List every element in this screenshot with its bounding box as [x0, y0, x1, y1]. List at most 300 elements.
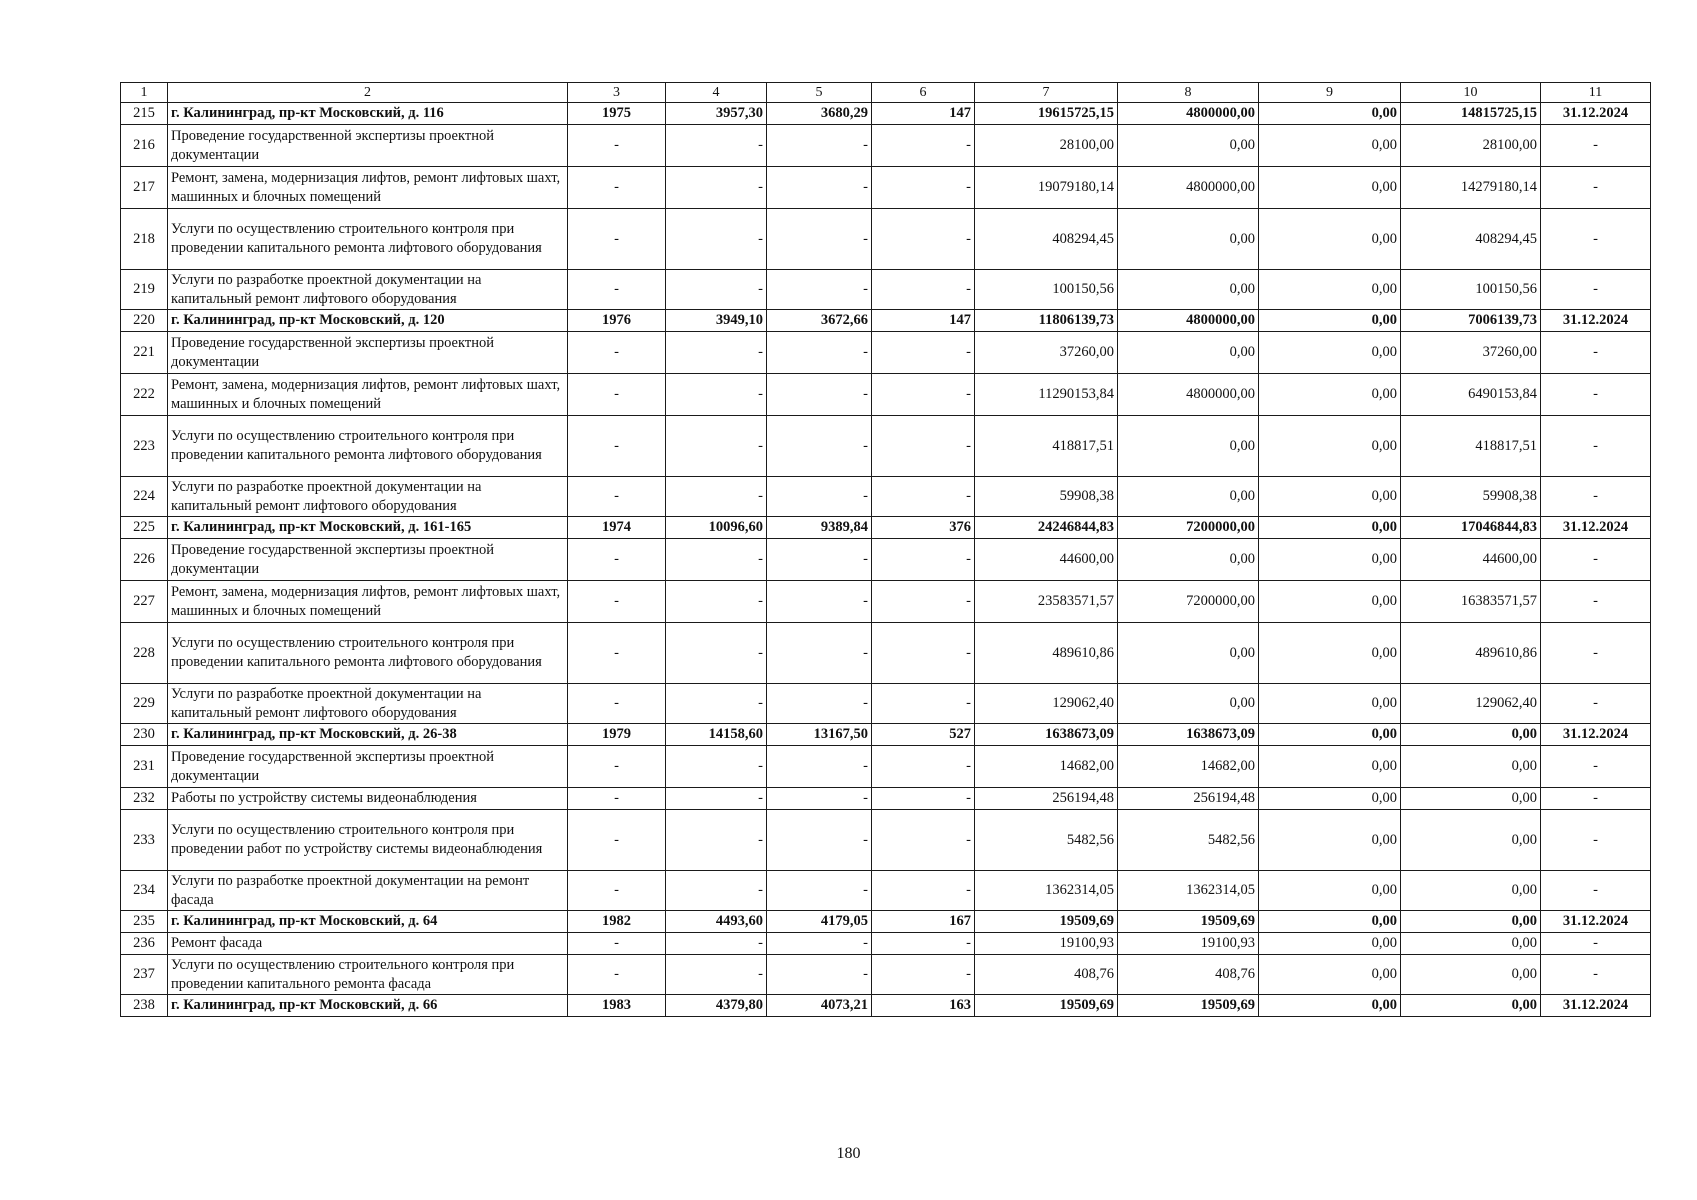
value-cell: 7006139,73 [1401, 310, 1541, 332]
value-cell: - [872, 684, 975, 724]
value-cell: 4073,21 [767, 995, 872, 1017]
value-cell: 19509,69 [1118, 995, 1259, 1017]
work-item-row [121, 684, 1651, 724]
description-cell: Проведение государственной экспертизы проектной документации [168, 746, 568, 788]
column-header: 10 [1401, 83, 1541, 103]
description-cell: г. Калининград, пр-кт Московский, д. 66 [168, 995, 568, 1017]
value-cell: - [1541, 332, 1651, 374]
value-cell: 0,00 [1118, 684, 1259, 724]
address-row [121, 911, 1651, 933]
value-cell: - [568, 539, 666, 581]
row-number-cell: 222 [121, 374, 168, 416]
row-number-cell: 218 [121, 209, 168, 270]
page-number: 180 [836, 1145, 861, 1162]
value-cell: - [872, 810, 975, 871]
description-cell: г. Калининград, пр-кт Московский, д. 161-165 [168, 517, 568, 539]
value-cell: 31.12.2024 [1541, 310, 1651, 332]
description-cell: г. Калининград, пр-кт Московский, д. 26-38 [168, 724, 568, 746]
value-cell: 0,00 [1401, 995, 1541, 1017]
value-cell: 1975 [568, 103, 666, 125]
value-cell: 14682,00 [975, 746, 1118, 788]
work-item-row [121, 623, 1651, 684]
value-cell: - [1541, 374, 1651, 416]
value-cell: - [1541, 477, 1651, 517]
value-cell: 4800000,00 [1118, 103, 1259, 125]
value-cell: 376 [872, 517, 975, 539]
value-cell: - [568, 623, 666, 684]
value-cell: 527 [872, 724, 975, 746]
value-cell: 0,00 [1118, 539, 1259, 581]
work-item-row [121, 167, 1651, 209]
value-cell: 0,00 [1259, 125, 1401, 167]
value-cell: 4179,05 [767, 911, 872, 933]
value-cell: 19100,93 [975, 933, 1118, 955]
row-number-cell: 227 [121, 581, 168, 623]
row-number-cell: 216 [121, 125, 168, 167]
value-cell: 4800000,00 [1118, 167, 1259, 209]
value-cell: 408294,45 [1401, 209, 1541, 270]
value-cell: - [568, 125, 666, 167]
value-cell: - [767, 684, 872, 724]
value-cell: 0,00 [1259, 788, 1401, 810]
description-cell: Ремонт, замена, модернизация лифтов, ремонт лифтовых шахт, машинных и блочных помещений [168, 581, 568, 623]
value-cell: 0,00 [1259, 724, 1401, 746]
work-item-row [121, 416, 1651, 477]
value-cell: 4800000,00 [1118, 374, 1259, 416]
value-cell: - [666, 374, 767, 416]
work-item-row [121, 933, 1651, 955]
value-cell: - [1541, 955, 1651, 995]
value-cell: 0,00 [1259, 684, 1401, 724]
value-cell: 4379,80 [666, 995, 767, 1017]
value-cell: - [1541, 810, 1651, 871]
row-number-cell: 231 [121, 746, 168, 788]
value-cell: 0,00 [1401, 955, 1541, 995]
row-number-cell: 226 [121, 539, 168, 581]
value-cell: 5482,56 [975, 810, 1118, 871]
value-cell: 0,00 [1401, 810, 1541, 871]
column-header: 2 [168, 83, 568, 103]
value-cell: 0,00 [1259, 167, 1401, 209]
description-cell: Услуги по осуществлению строительного контроля при проведении капитального ремонта лифтового оборудования [168, 209, 568, 270]
value-cell: 14279180,14 [1401, 167, 1541, 209]
address-row [121, 724, 1651, 746]
work-item-row [121, 746, 1651, 788]
value-cell: - [872, 746, 975, 788]
value-cell: 28100,00 [975, 125, 1118, 167]
work-item-row [121, 477, 1651, 517]
value-cell: 408,76 [975, 955, 1118, 995]
value-cell: 37260,00 [1401, 332, 1541, 374]
value-cell: 14815725,15 [1401, 103, 1541, 125]
value-cell: 31.12.2024 [1541, 911, 1651, 933]
value-cell: 1362314,05 [975, 871, 1118, 911]
value-cell: 129062,40 [975, 684, 1118, 724]
value-cell: - [872, 374, 975, 416]
value-cell: - [568, 933, 666, 955]
row-number-cell: 234 [121, 871, 168, 911]
value-cell: - [872, 125, 975, 167]
row-number-cell: 215 [121, 103, 168, 125]
work-item-row [121, 125, 1651, 167]
work-item-row [121, 374, 1651, 416]
value-cell: - [767, 332, 872, 374]
value-cell: 19509,69 [1118, 911, 1259, 933]
address-row [121, 310, 1651, 332]
value-cell: - [1541, 270, 1651, 310]
description-cell: Услуги по разработке проектной документации на ремонт фасада [168, 871, 568, 911]
value-cell: 23583571,57 [975, 581, 1118, 623]
value-cell: - [872, 332, 975, 374]
description-cell: Услуги по осуществлению строительного контроля при проведении капитального ремонта лифтового оборудования [168, 623, 568, 684]
column-header: 4 [666, 83, 767, 103]
value-cell: 4493,60 [666, 911, 767, 933]
row-number-cell: 235 [121, 911, 168, 933]
value-cell: - [767, 810, 872, 871]
value-cell: 0,00 [1401, 746, 1541, 788]
value-cell: 19509,69 [975, 911, 1118, 933]
value-cell: 14158,60 [666, 724, 767, 746]
row-number-cell: 221 [121, 332, 168, 374]
description-cell: г. Калининград, пр-кт Московский, д. 116 [168, 103, 568, 125]
row-number-cell: 219 [121, 270, 168, 310]
value-cell: 6490153,84 [1401, 374, 1541, 416]
value-cell: - [568, 955, 666, 995]
value-cell: 28100,00 [1401, 125, 1541, 167]
value-cell: - [1541, 746, 1651, 788]
value-cell: - [666, 416, 767, 477]
row-number-cell: 230 [121, 724, 168, 746]
column-header: 7 [975, 83, 1118, 103]
work-item-row [121, 871, 1651, 911]
value-cell: - [767, 623, 872, 684]
value-cell: 59908,38 [975, 477, 1118, 517]
value-cell: - [568, 477, 666, 517]
description-cell: Услуги по разработке проектной документации на капитальный ремонт лифтового оборудования [168, 477, 568, 517]
value-cell: 16383571,57 [1401, 581, 1541, 623]
value-cell: 3949,10 [666, 310, 767, 332]
value-cell: - [1541, 933, 1651, 955]
value-cell: 0,00 [1259, 332, 1401, 374]
value-cell: - [666, 539, 767, 581]
value-cell: - [568, 167, 666, 209]
value-cell: 418817,51 [975, 416, 1118, 477]
value-cell: 19079180,14 [975, 167, 1118, 209]
value-cell: - [767, 167, 872, 209]
value-cell: - [666, 332, 767, 374]
column-header: 5 [767, 83, 872, 103]
value-cell: 0,00 [1259, 623, 1401, 684]
value-cell: - [666, 270, 767, 310]
row-number-cell: 229 [121, 684, 168, 724]
value-cell: - [666, 955, 767, 995]
value-cell: 0,00 [1118, 125, 1259, 167]
description-cell: Услуги по разработке проектной документации на капитальный ремонт лифтового оборудования [168, 684, 568, 724]
value-cell: - [568, 581, 666, 623]
description-cell: Проведение государственной экспертизы проектной документации [168, 332, 568, 374]
value-cell: 5482,56 [1118, 810, 1259, 871]
value-cell: - [767, 209, 872, 270]
value-cell: - [872, 933, 975, 955]
value-cell: 163 [872, 995, 975, 1017]
value-cell: 0,00 [1259, 270, 1401, 310]
value-cell: 44600,00 [1401, 539, 1541, 581]
value-cell: 7200000,00 [1118, 581, 1259, 623]
value-cell: - [1541, 209, 1651, 270]
value-cell: 0,00 [1401, 911, 1541, 933]
value-cell: - [1541, 125, 1651, 167]
value-cell: - [767, 746, 872, 788]
value-cell: - [1541, 416, 1651, 477]
value-cell: 0,00 [1259, 871, 1401, 911]
column-header: 6 [872, 83, 975, 103]
value-cell: - [872, 477, 975, 517]
work-item-row [121, 209, 1651, 270]
value-cell: 0,00 [1401, 871, 1541, 911]
work-item-row [121, 332, 1651, 374]
value-cell: - [767, 871, 872, 911]
value-cell: - [568, 810, 666, 871]
value-cell: - [767, 416, 872, 477]
row-number-cell: 233 [121, 810, 168, 871]
value-cell: 100150,56 [1401, 270, 1541, 310]
work-item-row [121, 270, 1651, 310]
value-cell: 11290153,84 [975, 374, 1118, 416]
value-cell: 0,00 [1401, 933, 1541, 955]
row-number-cell: 228 [121, 623, 168, 684]
description-cell: г. Калининград, пр-кт Московский, д. 120 [168, 310, 568, 332]
value-cell: 13167,50 [767, 724, 872, 746]
value-cell: 1982 [568, 911, 666, 933]
work-item-row [121, 581, 1651, 623]
table-body [121, 103, 1651, 1017]
value-cell: 10096,60 [666, 517, 767, 539]
value-cell: 489610,86 [975, 623, 1118, 684]
column-header: 1 [121, 83, 168, 103]
row-number-cell: 223 [121, 416, 168, 477]
value-cell: - [666, 871, 767, 911]
value-cell: - [666, 623, 767, 684]
value-cell: 3957,30 [666, 103, 767, 125]
value-cell: 0,00 [1259, 539, 1401, 581]
value-cell: - [872, 955, 975, 995]
value-cell: 31.12.2024 [1541, 724, 1651, 746]
value-cell: 408,76 [1118, 955, 1259, 995]
value-cell: 129062,40 [1401, 684, 1541, 724]
value-cell: 489610,86 [1401, 623, 1541, 684]
value-cell: 0,00 [1118, 477, 1259, 517]
value-cell: - [1541, 581, 1651, 623]
value-cell: 0,00 [1259, 581, 1401, 623]
value-cell: - [568, 684, 666, 724]
value-cell: 3680,29 [767, 103, 872, 125]
value-cell: - [872, 623, 975, 684]
value-cell: - [1541, 539, 1651, 581]
work-item-row [121, 955, 1651, 995]
column-header: 8 [1118, 83, 1259, 103]
value-cell: 19615725,15 [975, 103, 1118, 125]
value-cell: 0,00 [1118, 623, 1259, 684]
value-cell: - [568, 270, 666, 310]
value-cell: - [666, 209, 767, 270]
value-cell: - [666, 581, 767, 623]
description-cell: Проведение государственной экспертизы проектной документации [168, 125, 568, 167]
value-cell: - [1541, 788, 1651, 810]
value-cell: - [1541, 623, 1651, 684]
column-header: 9 [1259, 83, 1401, 103]
value-cell: 31.12.2024 [1541, 103, 1651, 125]
row-number-cell: 232 [121, 788, 168, 810]
value-cell: - [666, 810, 767, 871]
value-cell: - [767, 539, 872, 581]
value-cell: - [767, 955, 872, 995]
value-cell: 0,00 [1118, 416, 1259, 477]
row-number-cell: 237 [121, 955, 168, 995]
value-cell: 0,00 [1259, 911, 1401, 933]
value-cell: 31.12.2024 [1541, 995, 1651, 1017]
value-cell: 0,00 [1118, 332, 1259, 374]
value-cell: 14682,00 [1118, 746, 1259, 788]
value-cell: - [666, 125, 767, 167]
value-cell: - [666, 933, 767, 955]
value-cell: - [568, 416, 666, 477]
value-cell: 0,00 [1259, 477, 1401, 517]
value-cell: 4800000,00 [1118, 310, 1259, 332]
value-cell: 9389,84 [767, 517, 872, 539]
value-cell: 0,00 [1259, 746, 1401, 788]
value-cell: 3672,66 [767, 310, 872, 332]
value-cell: 59908,38 [1401, 477, 1541, 517]
value-cell: 0,00 [1259, 374, 1401, 416]
value-cell: - [568, 332, 666, 374]
value-cell: - [1541, 871, 1651, 911]
value-cell: 19100,93 [1118, 933, 1259, 955]
value-cell: 167 [872, 911, 975, 933]
value-cell: 0,00 [1259, 310, 1401, 332]
address-row [121, 995, 1651, 1017]
value-cell: - [666, 746, 767, 788]
value-cell: - [666, 167, 767, 209]
row-number-cell: 217 [121, 167, 168, 209]
description-cell: Работы по устройству системы видеонаблюдения [168, 788, 568, 810]
value-cell: 24246844,83 [975, 517, 1118, 539]
value-cell: 44600,00 [975, 539, 1118, 581]
description-cell: Ремонт фасада [168, 933, 568, 955]
value-cell: - [872, 167, 975, 209]
value-cell: - [872, 871, 975, 911]
value-cell: - [1541, 167, 1651, 209]
value-cell: - [767, 125, 872, 167]
value-cell: - [568, 788, 666, 810]
row-number-cell: 238 [121, 995, 168, 1017]
value-cell: - [872, 270, 975, 310]
description-cell: г. Калининград, пр-кт Московский, д. 64 [168, 911, 568, 933]
value-cell: 1362314,05 [1118, 871, 1259, 911]
value-cell: 37260,00 [975, 332, 1118, 374]
value-cell: 0,00 [1401, 788, 1541, 810]
row-number-cell: 220 [121, 310, 168, 332]
work-item-row [121, 810, 1651, 871]
value-cell: 147 [872, 103, 975, 125]
value-cell: - [568, 374, 666, 416]
value-cell: 7200000,00 [1118, 517, 1259, 539]
capital-repair-table [120, 82, 1651, 1017]
value-cell: 1638673,09 [1118, 724, 1259, 746]
description-cell: Ремонт, замена, модернизация лифтов, ремонт лифтовых шахт, машинных и блочных помещений [168, 167, 568, 209]
value-cell: 0,00 [1259, 810, 1401, 871]
value-cell: 1974 [568, 517, 666, 539]
value-cell: 11806139,73 [975, 310, 1118, 332]
column-header: 11 [1541, 83, 1651, 103]
value-cell: 0,00 [1118, 209, 1259, 270]
value-cell: - [767, 788, 872, 810]
address-row [121, 103, 1651, 125]
row-number-cell: 224 [121, 477, 168, 517]
value-cell: - [767, 933, 872, 955]
value-cell: 31.12.2024 [1541, 517, 1651, 539]
value-cell: 1983 [568, 995, 666, 1017]
value-cell: - [872, 539, 975, 581]
value-cell: 17046844,83 [1401, 517, 1541, 539]
value-cell: - [872, 416, 975, 477]
value-cell: - [767, 270, 872, 310]
value-cell: 0,00 [1259, 517, 1401, 539]
value-cell: 0,00 [1401, 724, 1541, 746]
value-cell: 0,00 [1259, 995, 1401, 1017]
value-cell: 0,00 [1259, 209, 1401, 270]
value-cell: 0,00 [1259, 933, 1401, 955]
row-number-cell: 225 [121, 517, 168, 539]
value-cell: - [568, 871, 666, 911]
description-cell: Ремонт, замена, модернизация лифтов, ремонт лифтовых шахт, машинных и блочных помещений [168, 374, 568, 416]
description-cell: Услуги по осуществлению строительного контроля при проведении капитального ремонта фасада [168, 955, 568, 995]
value-cell: 418817,51 [1401, 416, 1541, 477]
value-cell: 1638673,09 [975, 724, 1118, 746]
address-row [121, 517, 1651, 539]
value-cell: - [666, 684, 767, 724]
row-number-cell: 236 [121, 933, 168, 955]
description-cell: Услуги по осуществлению строительного контроля при проведении капитального ремонта лифтового оборудования [168, 416, 568, 477]
value-cell: - [568, 209, 666, 270]
value-cell: 0,00 [1259, 416, 1401, 477]
column-number-header [121, 83, 1651, 103]
value-cell: 100150,56 [975, 270, 1118, 310]
value-cell: - [666, 477, 767, 517]
value-cell: - [568, 746, 666, 788]
value-cell: - [872, 581, 975, 623]
value-cell: 1976 [568, 310, 666, 332]
value-cell: 0,00 [1118, 270, 1259, 310]
value-cell: 0,00 [1259, 103, 1401, 125]
value-cell: 1979 [568, 724, 666, 746]
description-cell: Услуги по осуществлению строительного контроля при проведении работ по устройству системы видеонаблюдения [168, 810, 568, 871]
value-cell: - [1541, 684, 1651, 724]
value-cell: 256194,48 [1118, 788, 1259, 810]
value-cell: 408294,45 [975, 209, 1118, 270]
value-cell: - [872, 788, 975, 810]
value-cell: 256194,48 [975, 788, 1118, 810]
value-cell: 147 [872, 310, 975, 332]
value-cell: - [767, 581, 872, 623]
value-cell: 19509,69 [975, 995, 1118, 1017]
value-cell: - [666, 788, 767, 810]
column-header: 3 [568, 83, 666, 103]
description-cell: Услуги по разработке проектной документации на капитальный ремонт лифтового оборудования [168, 270, 568, 310]
work-item-row [121, 539, 1651, 581]
value-cell: - [872, 209, 975, 270]
value-cell: - [767, 374, 872, 416]
value-cell: 0,00 [1259, 955, 1401, 995]
